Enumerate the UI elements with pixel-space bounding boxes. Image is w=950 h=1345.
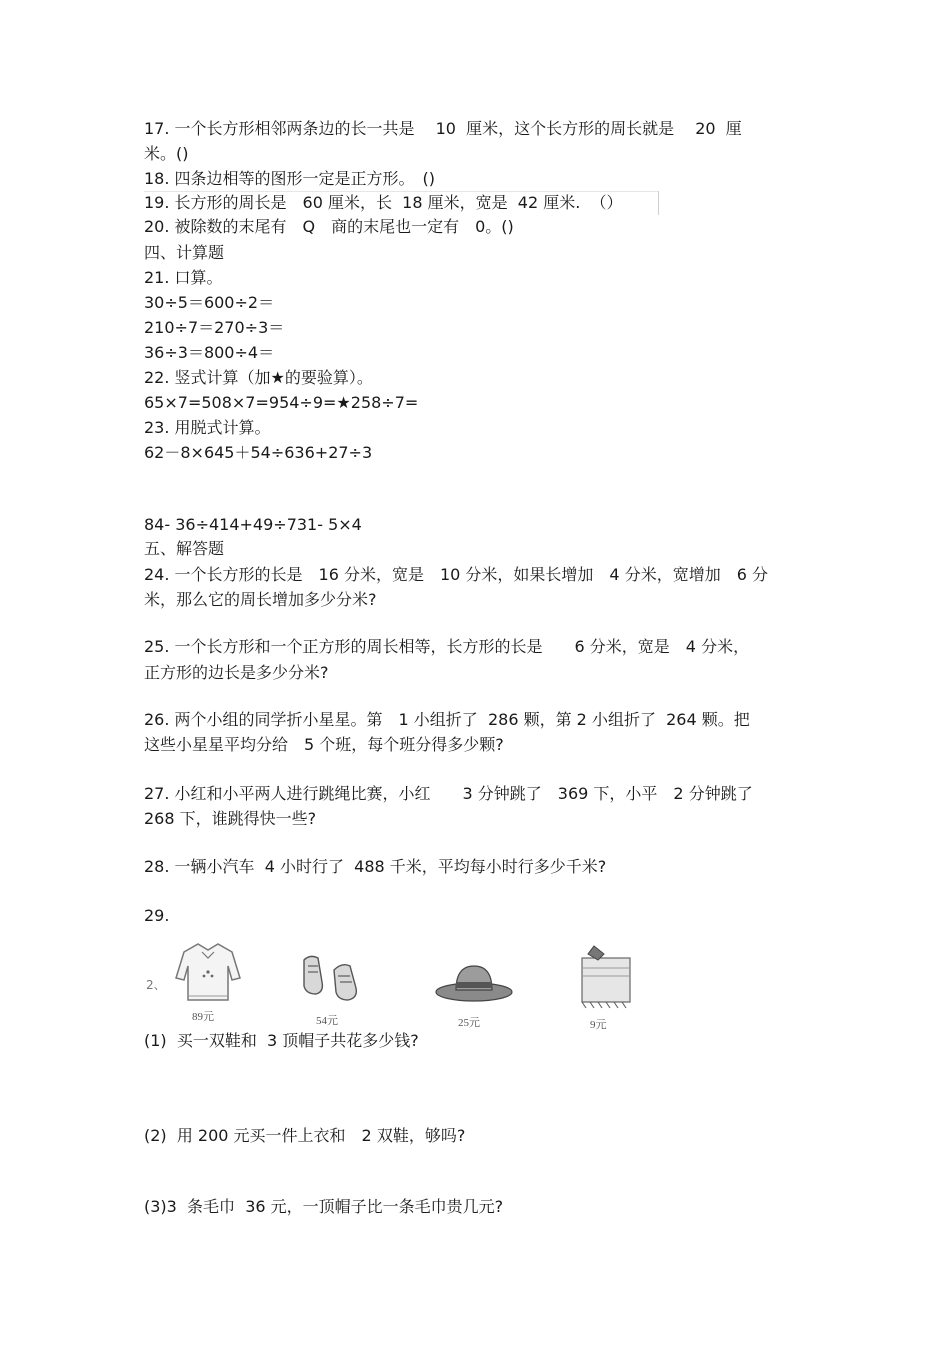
hat-price: 25元 bbox=[458, 1017, 480, 1029]
question-18: 18. 四条边相等的图形一定是正方形。 () bbox=[144, 169, 436, 188]
clothing-price-figure bbox=[144, 938, 644, 1030]
question-24-line2: 米，那么它的周长增加多少分米? bbox=[144, 590, 377, 609]
hat-icon bbox=[434, 960, 514, 1004]
table-rule-right bbox=[658, 191, 659, 215]
calc-row-5: 62－8×645＋54÷636+27÷3 bbox=[144, 443, 373, 462]
question-24-line1: 24. 一个长方形的长是 16 分米，宽是 10 分米，如果长增加 4 分米，宽增加 6 分 bbox=[144, 565, 768, 584]
calc-row-3: 36÷3＝800÷4＝ bbox=[144, 343, 275, 362]
section-5-heading: 五、解答题 bbox=[144, 539, 225, 558]
calc-row-2: 210÷7＝270÷3＝ bbox=[144, 318, 285, 337]
sub-question-3: (3)3 条毛巾 36 元，一顶帽子比一条毛巾贵几元? bbox=[144, 1197, 504, 1216]
shirt-price: 89元 bbox=[192, 1011, 214, 1023]
calc-row-6: 84- 36÷414+49÷731- 5×4 bbox=[144, 515, 362, 534]
question-22: 22. 竖式计算（加★的要验算）。 bbox=[144, 368, 373, 387]
question-27-line2: 268 下，谁跳得快一些? bbox=[144, 809, 317, 828]
sub-question-2: (2) 用 200 元买一件上衣和 2 双鞋，够吗? bbox=[144, 1126, 466, 1145]
question-20: 20. 被除数的末尾有 Q 商的末尾也一定有 0。() bbox=[144, 217, 514, 236]
towel-price: 9元 bbox=[590, 1019, 607, 1031]
calc-row-1: 30÷5＝600÷2＝ bbox=[144, 293, 275, 312]
question-17-line1: 17. 一个长方形相邻两条边的长一共是 10 厘米，这个长方形的周长就是 20 厘 bbox=[144, 119, 742, 138]
question-17-line2: 米。() bbox=[144, 144, 189, 163]
towel-icon bbox=[574, 942, 640, 1012]
question-25-line2: 正方形的边长是多少分米? bbox=[144, 663, 329, 682]
question-26-line1: 26. 两个小组的同学折小星星。第 1 小组折了 286 颗，第 2 小组折了 264 颗。把 bbox=[144, 710, 750, 729]
sub-question-1: (1) 买一双鞋和 3 顶帽子共花多少钱? bbox=[144, 1031, 419, 1050]
calc-row-4: 65×7=508×7=954÷9=★258÷7= bbox=[144, 393, 419, 412]
question-25-line1: 25. 一个长方形和一个正方形的周长相等，长方形的长是 6 分米，宽是 4 分米， bbox=[144, 637, 750, 656]
section-4-heading: 四、计算题 bbox=[144, 243, 225, 262]
question-19: 19. 长方形的周长是 60 厘米，长 18 厘米，宽是 42 厘米. （） bbox=[144, 193, 623, 212]
question-29: 29. bbox=[144, 906, 170, 925]
question-27-line1: 27. 小红和小平两人进行跳绳比赛，小红 3 分钟跳了 369 下，小平 2 分钟跳了 bbox=[144, 784, 753, 803]
question-23: 23. 用脱式计算。 bbox=[144, 418, 271, 437]
question-28: 28. 一辆小汽车 4 小时行了 488 千米，平均每小时行多少千米? bbox=[144, 857, 607, 876]
shoes-icon bbox=[298, 952, 364, 1010]
shirt-icon bbox=[172, 938, 244, 1004]
question-26-line2: 这些小星星平均分给 5 个班，每个班分得多少颗? bbox=[144, 735, 504, 754]
figure-marker: 2、 bbox=[146, 978, 166, 992]
question-21: 21. 口算。 bbox=[144, 268, 223, 287]
shoes-price: 54元 bbox=[316, 1015, 338, 1027]
